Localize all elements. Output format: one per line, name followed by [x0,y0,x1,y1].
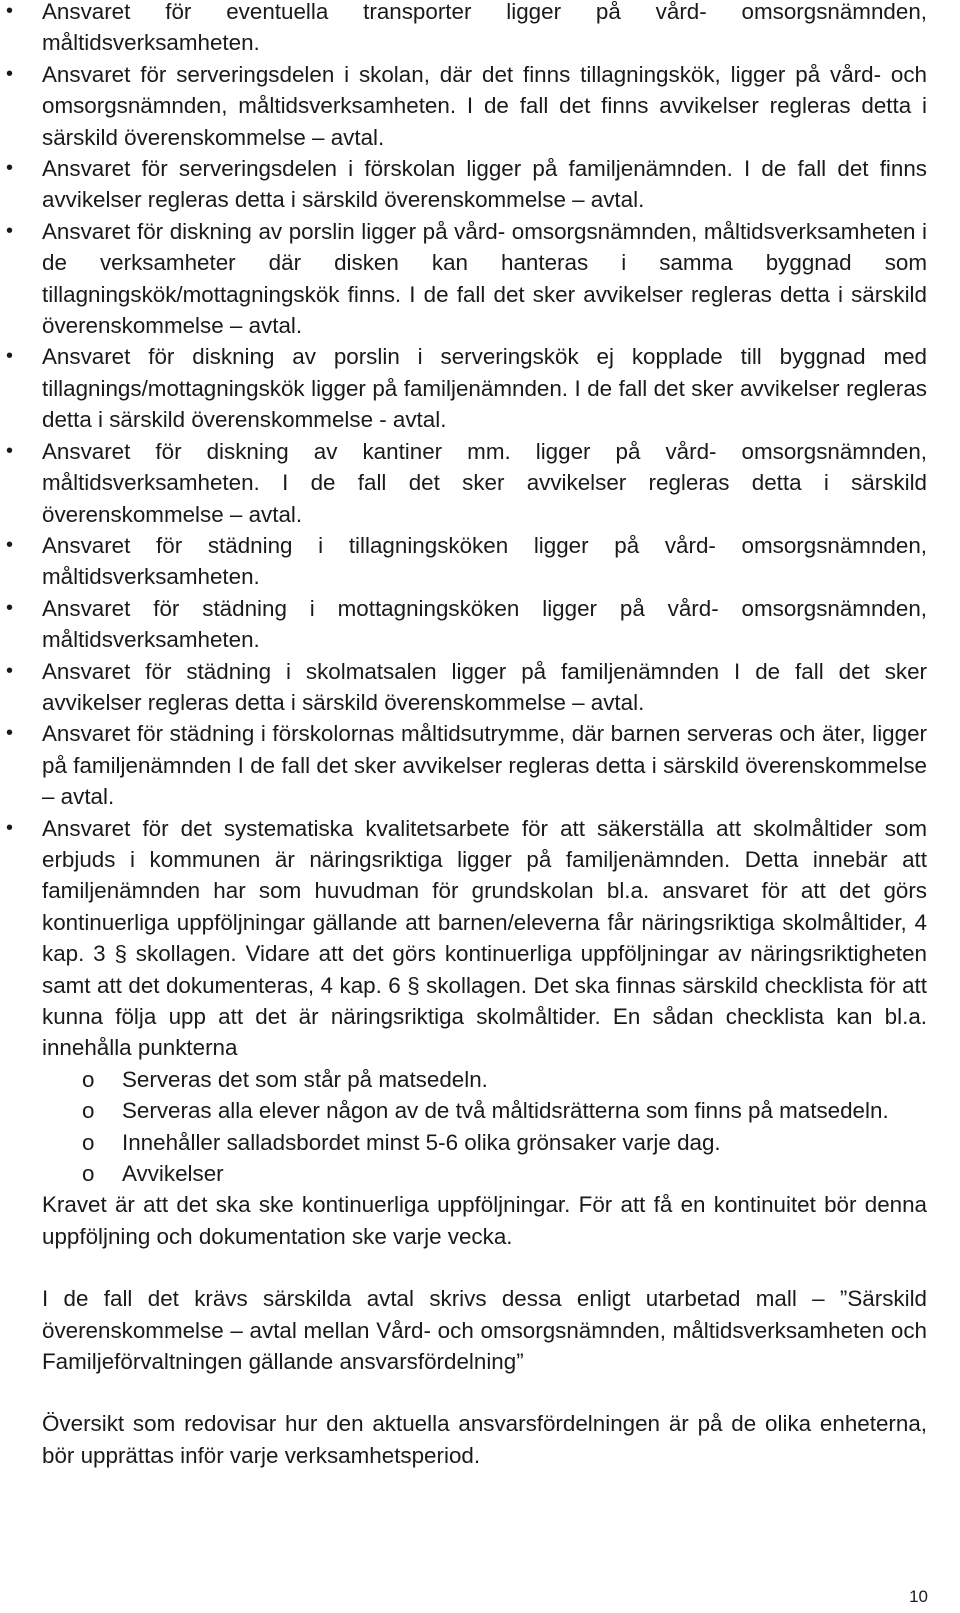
page-number: 10 [909,1587,928,1606]
document-body [42,0,927,1471]
checklist-item: o Serveras alla elever någon av de två måltidsrätterna som finns på matsedeln. [122,1095,927,1126]
checklist-item: o Serveras det som står på matsedeln. [122,1064,927,1095]
list-item-text: Ansvaret för det systematiska kvalitetsarbete för att säkerställa att skolmåltider som erbjuds i kommunen är näringsriktiga ligger på familjenämnden. Detta innebär att familjenämnden har som huvudman för grundskolan bl.a. ansvaret för att det görs kontinuerliga uppföljningar gällande att barnen/eleverna får näringsriktiga skolmåltider, 4 kap. 3 § skollagen. Vidare att det görs kontinuerliga uppföljningar av näringsriktigheten samt att det dokumenteras, 4 kap. 6 § skollagen. Det ska finnas särskild checklista för att kunna följa upp att det är näringsriktiga skolmåltider. En sådan checklista kan bl.a. innehålla punkterna [42,815,927,1061]
special-agreements-paragraph: I de fall det krävs särskilda avtal skrivs dessa enligt utarbetad mall – ”Särskild överenskommelse – avtal mellan Vård- och omsorgsnämnden, måltidsverksamheten och Familjeförvaltningen gällande ansvarsfördelning” [42,1286,927,1375]
checklist-item: o Avvikelser [122,1158,927,1189]
overview-paragraph: Översikt som redovisar hur den aktuella ansvarsfördelningen är på de olika enheterna, bör upprättas inför varje verksamhetsperiod. [42,1411,927,1468]
responsibility-list [42,0,927,1189]
list-item: • Ansvaret för diskning av porslin i serveringskök ej kopplade till byggnad med tillagnings/mottagningskök ligger på familjenämnden. I de fall det sker avvikelser regleras detta i särskild överenskommelse - avtal. [42,341,927,435]
list-item: • Ansvaret för diskning av kantiner mm. ligger på vård- omsorgsnämnden, måltidsverksamheten. I de fall det sker avvikelser regleras detta i särskild överenskommelse – avtal. [42,436,927,530]
list-item: • Ansvaret för diskning av porslin ligger på vård- omsorgsnämnden, måltidsverksamheten i de verksamheter där disken kan hanteras i samma byggnad som tillagningskök/mottagningskök finns. I de fall det sker avvikelser regleras detta i särskild överenskommelse – avtal. [42,216,927,342]
list-item: • Ansvaret för städning i mottagningsköken ligger på vård- omsorgsnämnden, måltidsverksamheten. [42,593,927,656]
requirement-paragraph: Kravet är att det ska ske kontinuerliga uppföljningar. För att få en kontinuitet bör denna uppföljning och dokumentation ske varje vecka. [42,1192,927,1249]
list-item: • Ansvaret för serveringsdelen i förskolan ligger på familjenämnden. I de fall det finns avvikelser regleras detta i särskild överenskommelse – avtal. [42,153,927,216]
checklist-item: o Innehåller salladsbordet minst 5-6 olika grönsaker varje dag. [122,1127,927,1158]
list-item-quality-work [42,813,927,1190]
list-item: • Ansvaret för städning i förskolornas måltidsutrymme, där barnen serveras och äter, ligger på familjenämnden I de fall det sker avvikelser regleras detta i särskild överenskommelse – avtal. [42,718,927,812]
list-item: • Ansvaret för städning i tillagningsköken ligger på vård- omsorgsnämnden, måltidsverksamheten. [42,530,927,593]
list-item: • Ansvaret för städning i skolmatsalen ligger på familjenämnden I de fall det sker avvikelser regleras detta i särskild överenskommelse – avtal. [42,656,927,719]
checklist [42,1064,927,1190]
list-item: • Ansvaret för serveringsdelen i skolan, där det finns tillagningskök, ligger på vård- och omsorgsnämnden, måltidsverksamheten. I de fall det finns avvikelser regleras detta i särskild överenskommelse – avtal. [42,59,927,153]
list-item: • Ansvaret för eventuella transporter ligger på vård- omsorgsnämnden, måltidsverksamheten. [42,0,927,59]
